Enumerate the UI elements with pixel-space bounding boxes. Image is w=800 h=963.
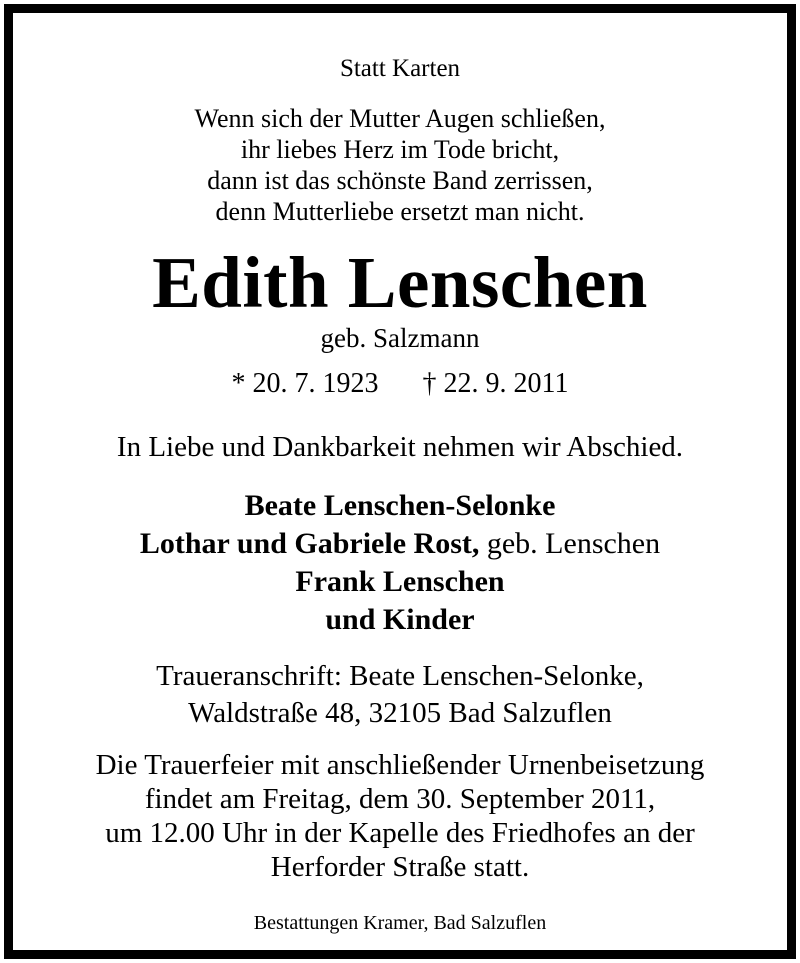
mourners-list bbox=[13, 487, 787, 639]
maiden-name: geb. Salzmann bbox=[320, 323, 480, 353]
mourner-note: geb. Lenschen bbox=[479, 527, 661, 560]
mourning-address bbox=[13, 658, 787, 732]
service-line: findet am Freitag, dem 30. September 2011, bbox=[144, 783, 656, 815]
intro-text: Statt Karten bbox=[339, 55, 461, 82]
mourner-name: Frank Lenschen bbox=[295, 565, 505, 598]
poem bbox=[13, 103, 787, 227]
life-dates bbox=[13, 368, 787, 400]
mourner-name: und Kinder bbox=[325, 603, 475, 636]
deceased-name: Edith Lenschen bbox=[152, 242, 648, 323]
poem-line: dann ist das schönste Band zerrissen, bbox=[207, 166, 593, 195]
poem-line: Wenn sich der Mutter Augen schließen, bbox=[194, 104, 606, 133]
address-line: Waldstraße 48, 32105 Bad Salzuflen bbox=[188, 697, 612, 729]
service-line: Herforder Straße statt. bbox=[270, 851, 530, 883]
death-date: † 22. 9. 2011 bbox=[422, 368, 569, 399]
funeral-service-info bbox=[13, 748, 787, 884]
poem-line: ihr liebes Herz im Tode bricht, bbox=[240, 135, 560, 164]
undertaker-credit: Bestattungen Kramer, Bad Salzuflen bbox=[253, 912, 547, 934]
mourner-name: Beate Lenschen-Selonke bbox=[244, 489, 556, 522]
farewell-text: In Liebe und Dankbarkeit nehmen wir Abschied. bbox=[116, 431, 684, 463]
birth-date: * 20. 7. 1923 bbox=[231, 368, 379, 399]
obituary-card bbox=[4, 4, 796, 959]
service-line: Die Trauerfeier mit anschließender Urnenbeisetzung bbox=[95, 749, 705, 781]
poem-line: denn Mutterliebe ersetzt man nicht. bbox=[215, 197, 585, 226]
address-line: Traueranschrift: Beate Lenschen-Selonke, bbox=[156, 660, 644, 692]
mourner-name: Lothar und Gabriele Rost, bbox=[139, 527, 480, 560]
service-line: um 12.00 Uhr in der Kapelle des Friedhofes an der bbox=[105, 817, 695, 849]
